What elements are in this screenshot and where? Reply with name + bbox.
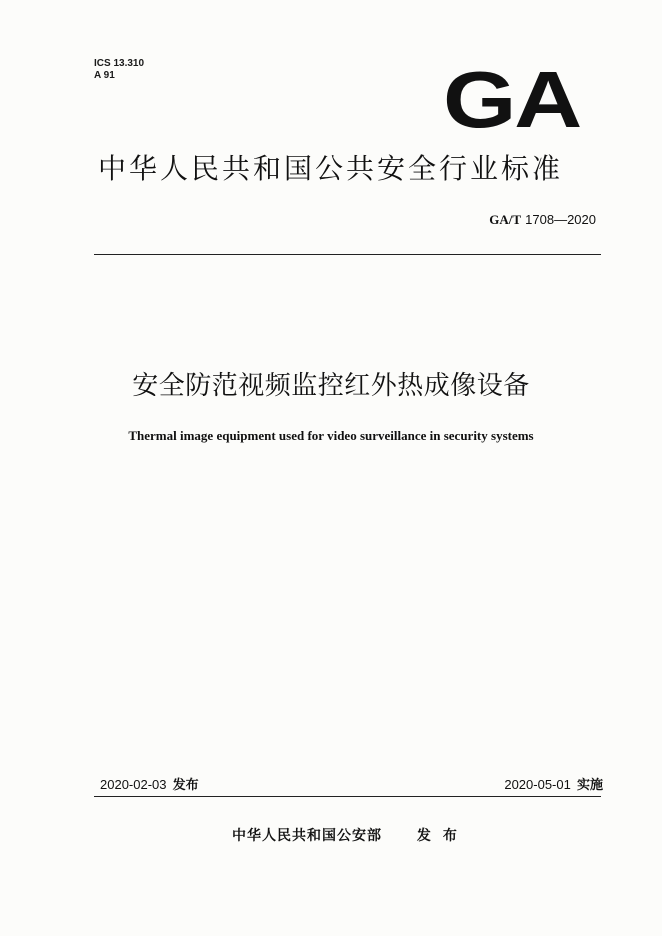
standard-number-prefix: GA/T: [489, 212, 522, 227]
issuing-organization: 中华人民共和国公安部: [232, 828, 382, 844]
issuer-line: [232, 826, 469, 846]
ics-code: ICS 13.310: [94, 58, 145, 69]
issue-date: 2020-02-03: [100, 777, 167, 792]
issue-date-line: [100, 776, 199, 795]
classification-codes: [94, 58, 144, 82]
bottom-divider: [94, 796, 601, 797]
standard-number: [489, 212, 596, 229]
standard-number-value: 1708—2020: [525, 212, 596, 227]
ccs-code: A 91: [94, 70, 115, 81]
implement-date-line: [504, 776, 603, 795]
issue-label: 发布: [172, 778, 199, 793]
implement-date: 2020-05-01: [504, 777, 571, 792]
issuer-action: 发布: [416, 828, 469, 844]
implement-label: 实施: [576, 778, 603, 793]
chinese-title: 安全防范视频监控红外热成像设备: [132, 371, 530, 401]
top-divider: [94, 254, 601, 255]
standard-category-title: 中华人民共和国公共安全行业标准: [98, 152, 564, 185]
ga-logo: GA: [443, 55, 580, 144]
english-title: Thermal image equipment used for video surveillance in security systems: [128, 428, 534, 443]
